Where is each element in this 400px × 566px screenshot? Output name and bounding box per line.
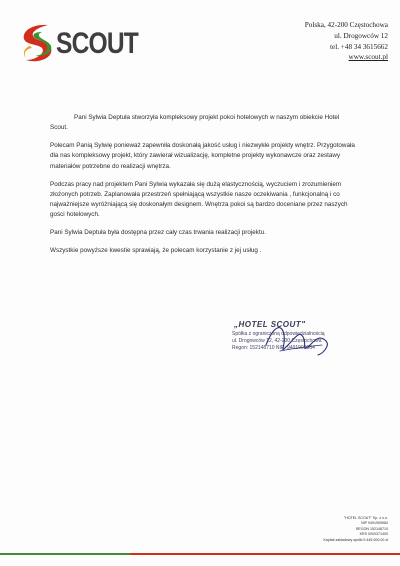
- footer-nip: NIP 9491905984: [361, 521, 388, 526]
- address-city: Polska, 42-200 Częstochowa: [304, 21, 388, 29]
- scout-swoosh-icon: [18, 22, 58, 64]
- scout-logo: [18, 22, 138, 64]
- address-phone: tel. +48 34 3615662: [330, 42, 388, 51]
- stamp-line-address: ul. Drogowców 12, 42-200 Częstochowa: [232, 338, 322, 344]
- footer-bar-red: [130, 553, 400, 555]
- footer-capital: Kapitał zakładowy spółki 9.445.000,00 zł: [323, 537, 388, 542]
- footer-regon: REGON 152148710: [355, 526, 388, 531]
- letter-body: [50, 113, 355, 264]
- footer-bar-green: [0, 553, 130, 555]
- paragraph-availability: Pani Sylwia Deptuła była dostępna przez cały czas trwania realizacji projektu.: [50, 229, 266, 237]
- paragraph-flexibility: Podczas pracy nad projektem Pani Sylwia wykazała się dużą elastycznością, wyczuciem i zrozumieniem złożonych potrzeb. Zaplanowała przestrzeń spełniającą wszystkie nasze oczekiwania , funkcjonalną i co najważniejsze wyróżniającą się doskonałym designem. Wnętrza pokoi są bardzo doceniane przez naszych gości hotelowych.: [50, 180, 348, 219]
- footer-company-info: [298, 516, 388, 543]
- paragraph-recommendation: Polecam Panią Sylwię ponieważ zapewniła doskonałą jakość usług i niezwykłe projekty wnętrz. Przygotowała dla nas kompleksowy projekt, który zawierał wizualizację, kompletne projekty wykonawcze oraz zestawy materiałów potrzebne do realizacji wnętrza.: [50, 142, 355, 170]
- footer-company-name: "HOTEL SCOUT" Sp. z o.o.: [343, 516, 388, 520]
- paragraph-intro: Pani Sylwia Deptuła stworzyła kompleksowy projekt pokoi hotelowych w naszym obiekcie Hotel Scout.: [50, 114, 340, 132]
- paragraph-closing: Wszystkie powyższe kwestie sprawiają, że polecam korzystanie z jej usług .: [50, 247, 262, 255]
- stamp-line-legal: Spółka z ograniczoną odpowiedzialnością: [232, 331, 325, 337]
- stamp-title: „HOTEL SCOUT": [234, 320, 306, 329]
- footer-color-bar: [0, 553, 400, 559]
- company-address: [258, 20, 388, 63]
- address-website-link[interactable]: www.scout.pl: [348, 53, 388, 62]
- address-street: ul. Drogowców 12: [334, 31, 388, 40]
- logo-wordmark: SCOUT: [56, 27, 138, 60]
- footer-krs: KRS 0000371400: [359, 532, 388, 537]
- stamp-line-ids: Regon: 152148710 NIP: 9491905984: [232, 345, 315, 351]
- handwritten-signature-icon: [260, 315, 340, 363]
